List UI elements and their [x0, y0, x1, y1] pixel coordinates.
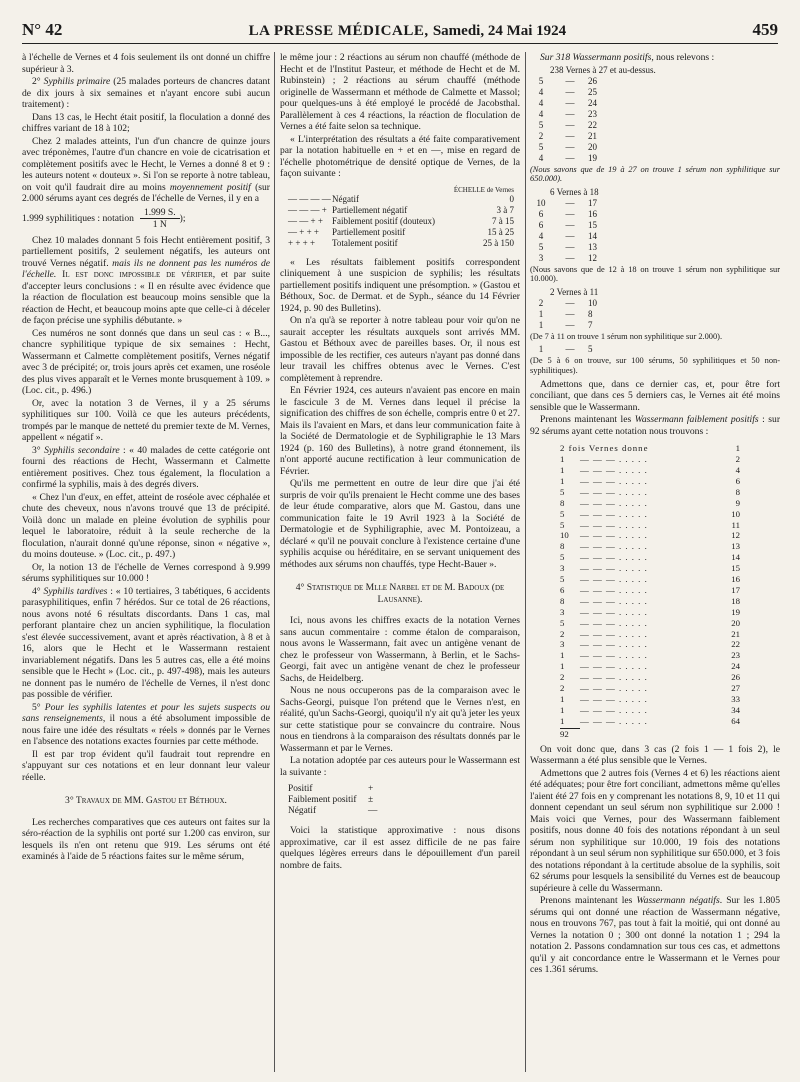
value-cell: 6: [735, 475, 740, 486]
dash-cell: —: [565, 119, 575, 130]
value-cell: 21: [588, 130, 597, 141]
count-cell: 4: [538, 86, 544, 97]
paragraph: Or, avec la notation 3 de Vernes, il y a 25 sérums syphilitiques sur 100. Voilà ce que les auteurs précédents, trompés par le manque de netteté du premier texte de M. Vernes, appellent « négatif ».: [22, 397, 270, 443]
dash-cell: —: [565, 208, 575, 219]
dash-cell: — — — . . . . .: [580, 497, 648, 508]
count-cell: 1: [560, 454, 565, 465]
table-row: [560, 487, 740, 498]
table-row: [560, 639, 740, 650]
dash-cell: — — — . . . . .: [580, 704, 648, 715]
dash-cell: — — — . . . . .: [580, 519, 648, 530]
table-block-4: [530, 344, 780, 355]
table-row: [530, 120, 780, 131]
paragraph: Prenons maintenant les Wassermann faiblement positifs : sur 92 sérums ayant cette notation nous trouvons :: [530, 414, 781, 437]
value-cell: 19: [731, 606, 740, 617]
dash-cell: — — — . . . . .: [580, 617, 648, 628]
count-cell: 1: [560, 661, 565, 672]
scale-row: + + + + Totalement positif 25 à 150: [288, 237, 514, 248]
table-total: 92: [560, 728, 569, 739]
count-cell: 4: [538, 152, 544, 163]
table-row: [560, 454, 740, 465]
value-cell: 13: [731, 541, 740, 552]
count-cell: 5: [560, 552, 565, 563]
count-cell: 1: [560, 464, 565, 475]
dash-cell: — — — . . . . .: [580, 639, 648, 650]
dash-cell: — — — . . . . .: [580, 486, 648, 497]
table-row: [530, 109, 780, 120]
scale-row: — — — — Négatif 0: [288, 193, 514, 204]
value-cell: 14: [588, 230, 597, 241]
count-cell: 1: [538, 308, 544, 319]
legend-row: Faiblement positif ±: [288, 795, 374, 805]
count-cell: 6: [538, 219, 544, 230]
table-block-1: [530, 76, 780, 164]
count-cell: 8: [560, 541, 565, 552]
count-cell: 1: [560, 650, 565, 661]
table-row: [560, 672, 740, 683]
table-row: [530, 253, 780, 264]
dash-cell: — — — . . . . .: [580, 628, 648, 639]
count-cell: 1: [560, 715, 565, 726]
weak-positive-table: [560, 443, 740, 739]
value-cell: 8: [735, 486, 740, 497]
value-cell: 23: [588, 108, 597, 119]
table-row: [530, 153, 780, 164]
count-cell: 5: [560, 486, 565, 497]
value-cell: 7: [588, 319, 593, 330]
table-row: [530, 87, 780, 98]
table-row: [560, 629, 740, 640]
table-row: [530, 98, 780, 109]
column-rule-2: [525, 52, 526, 1072]
table-row: [560, 716, 740, 727]
journal-name: LA PRESSE MÉDICALE,: [248, 23, 429, 39]
count-cell: 10: [560, 530, 569, 541]
value-cell: 19: [588, 152, 597, 163]
count-cell: 8: [560, 595, 565, 606]
count-cell: 10: [536, 197, 546, 208]
value-cell: 27: [731, 683, 740, 694]
paragraph: « Les résultats faiblement positifs correspondent cliniquement à une suspicion de syphilis; les résultats partiellement positifs indiquent une présomption. » (Gastou et Béthoux, Soc. de Dermat. et de Syph., séance du 14 Février 1924, p. 90 des Bulletins).: [280, 256, 520, 314]
paragraph: Ces numéros ne sont donnés que dans un seul cas : « B..., chancre syphilitique typique de six semaines : Hecht, Wassermann et Calmette complètement positifs, Vernes négatif avec 3 de précipité; or, trois jours après cet examen, une roséole des plus vives apparaît et le Vernes monte brusquement à 109. » (Loc. cit., p. 496.): [22, 327, 270, 396]
table-rows: [560, 454, 740, 727]
scale-row: — + + + Partiellement positif 15 à 25: [288, 226, 514, 237]
paragraph: à l'échelle de Vernes et 4 fois seulement ils ont donné un chiffre supérieur à 3.: [22, 52, 270, 75]
page-number: 459: [752, 20, 778, 39]
dash-cell: —: [565, 130, 575, 141]
paragraph: Admettons que, dans ce dernier cas, et, pour être fort conciliant, que dans ces 5 derniers cas, le Vernes ait été moins sensible que le Wassermann.: [530, 378, 780, 413]
table-row: [530, 209, 780, 220]
dash-cell: —: [565, 141, 575, 152]
value-cell: 23: [731, 650, 740, 661]
count-cell: 3: [560, 563, 565, 574]
value-cell: 10: [588, 297, 597, 308]
paragraph: On n'a qu'à se reporter à notre tableau pour voir qu'on ne saurait accepter les résultats auxquels sont arrivés MM. Gastou et Béthoux avec de pareilles bases. Or, il nous est impossible de les rectifier, ces auteurs n'ayant pas donné dans leur travail les chiffres obtenus avec le Vernes. C'est complètement à reprendre.: [280, 315, 520, 384]
dash-cell: — — — . . . . .: [580, 563, 648, 574]
paragraph: Les recherches comparatives que ces auteurs ont faites sur la séro-réaction de la syphilis ont porté sur 1.200 cas environ, sur lesquels ils n'en ont retenu que 919. Les sérums ont été examinés à l'aide de 5 réactions faites sur le même sérum,: [22, 816, 270, 862]
vernes-scale-table: [288, 186, 520, 249]
dash-cell: — — — . . . . .: [580, 661, 648, 672]
paragraph: le même jour : 2 réactions au sérum non chauffé (méthode de Hecht et de l'Institut Pasteur, et méthode de Hecht et de M. Rubinstein) ; 2 réactions au sérum chauffé (méthode originelle de Wassermann et méthode de Calmette et Massol; pour quelques-uns à été employé le procédé de Jacobsthal. Parallèlement à ces 4 réactions, la réaction de floculation de Vernes a été faite selon sa technique.: [280, 52, 520, 132]
paragraph: 5° Pour les syphilis latentes et pour les sujets suspects ou sans renseignements, il nous a été absolument impossible de nous faire une idée des résultats « réels » donnés par le Vernes en l'absence des notations exactes fournies par cette méthode.: [22, 701, 270, 747]
value-cell: 20: [731, 617, 740, 628]
dash-cell: — — — . . . . .: [580, 672, 648, 683]
table-row: [560, 650, 740, 661]
table-block-3: [530, 298, 780, 331]
count-cell: 2: [538, 297, 544, 308]
value-cell: 16: [588, 208, 597, 219]
table-row: [530, 142, 780, 153]
dash-cell: — — — . . . . .: [580, 464, 648, 475]
paragraph: 4° Syphilis tardives : « 10 tertiaires, 3 tabétiques, 6 accidents parasyphilitiques, enfin 7 hérédos. Sur ce total de 26 réactions, nous avons noté 6 résultats discordants. Dans 1 cas, mal perforant plantaire chez un ancien syphilitique, la floculation s'est élevée successivement, avant et après réactivation, à 8 et à 16, alors que le Hecht et le Wassermann restaient invariablement négatifs. Dans les 5 autres cas, elle a été moins sensible que le Hecht » (Loc. cit., p. 497-498), mais les auteurs ne donnent pas le numéro de l'échelle de Vernes, il n'est donc pas possible de vérifier.: [22, 585, 270, 700]
count-cell: 6: [538, 208, 544, 219]
value-cell: 4: [735, 464, 740, 475]
dash-cell: —: [565, 241, 575, 252]
table-row: [560, 520, 740, 531]
count-cell: 5: [538, 119, 544, 130]
table-row: [560, 574, 740, 585]
scale-header: ÉCHELLE de Vernes: [453, 185, 514, 194]
paragraph: Chez 2 malades atteints, l'un d'un chancre de quinze jours avec tréponèmes, l'autre d'un chancre en voie de cicatrisation et complètement positifs avec le Hecht, le Vernes a donné 8 et 9 : les auteurs notent « douteux ». Si l'on se reporte à notre tableau, on voit qu'il faudrait dire au moins moyennement positif (sur 2.000 sérums ayant ces degrés de l'échelle de Vernes, il y en a: [22, 135, 270, 204]
value-cell: 24: [588, 97, 597, 108]
table-row: [530, 220, 780, 231]
dash-cell: —: [565, 108, 575, 119]
value-cell: 11: [731, 519, 740, 530]
dash-cell: — — — . . . . .: [580, 595, 648, 606]
table-row: [530, 231, 780, 242]
dash-cell: —: [565, 197, 575, 208]
paragraph: « Chez l'un d'eux, en effet, atteint de roséole avec céphalée et chute des cheveux, nous n'avons trouvé que 13 de précipité. Voilà donc un malade en pleine évolution de syphilis pour lequel le laboratoire, réduit à la seule recherche de la floculation, n'aurait donné qu'une réponse, sinon « négative », du moins douteuse. » (Loc. cit., p. 497.): [22, 491, 270, 560]
table-row: [560, 618, 740, 629]
journal-title: [249, 23, 567, 40]
positive-wassermann-table: [530, 65, 780, 376]
value-cell: 16: [731, 574, 740, 585]
column-rule-1: [274, 52, 275, 1072]
paragraph: Dans 13 cas, le Hecht était positif, la floculation a donné des chiffres variant de 18 à 102;: [22, 111, 270, 134]
paragraph: On voit donc que, dans 3 cas (2 fois 1 — 1 fois 2), le Wassermann a été plus sensible que le Vernes.: [530, 743, 780, 767]
dash-cell: —: [565, 344, 575, 355]
value-cell: 17: [588, 197, 597, 208]
dash-cell: —: [565, 86, 575, 97]
value-cell: 15: [588, 219, 597, 230]
table-row: [560, 552, 740, 563]
table-row: [560, 530, 740, 541]
count-cell: 2: [560, 683, 565, 694]
paragraph: Voici la statistique approximative : nous disons approximative, car il est assez difficile de ne pas faire quelques légères erreurs dans le dépouillement d'un pareil nombre de faits.: [280, 825, 520, 871]
value-cell: 12: [588, 252, 597, 263]
dash-cell: — — — . . . . .: [580, 715, 648, 726]
value-cell: 21: [731, 628, 740, 639]
dash-cell: —: [565, 308, 575, 319]
value-cell: 24: [731, 661, 740, 672]
paragraph: 2° Syphilis primaire (25 malades porteurs de chancres datant de dix jours à six semaines et n'ayant encore subi aucun traitement) :: [22, 76, 270, 110]
paragraph: Qu'ils me permettent en outre de leur dire que j'ai été surpris de voir qu'ils prenaient le Hecht comme une des bases de leur étude comparative, alors que M. Gastou, dans une communication faite le 19 Avril 1923 à la Société de Dermatologie et de Syphiligraphie, avec M. Pontoizeau, a déclaré « qu'il ne pouvait conclure à l'existence certaine d'une syphilis acquise ou héréditaire, en se servant uniquement des méthodes aux sérums non chauffés, type Hecht-Bauer ».: [280, 478, 520, 570]
paragraph: Ici, nous avons les chiffres exacts de la notation Vernes sans aucun commentaire : comme étalon de comparaison, nous avons le Wassermann, fait avec un antigène venant de chez le professeur von Wassermann, à Berlin, et le Sachs-Georgi, fait avec un antigène venant de chez le professeur Sachs, de Heidelberg.: [280, 615, 520, 684]
value-cell: 13: [588, 241, 597, 252]
value-cell: 9: [735, 497, 740, 508]
dash-cell: —: [565, 252, 575, 263]
wassermann-notation-legend: [288, 784, 520, 817]
paragraph: En Février 1924, ces auteurs n'avaient pas encore en main le fascicule 3 de M. Vernes dans lequel il précise la signification des chiffres de son échelle, compris entre 0 et 27. Mais ils l'avaient en Mars, et dans leur communication faite à la Société de Dermatologie et de Syphiligraphie le 13 Mars 1924 (p. 160 des Bulletins), à notre grand étonnement, ils n'ont apporté aucune rectification à leur communication de Février.: [280, 385, 520, 477]
count-cell: 5: [560, 574, 565, 585]
table-row: [560, 705, 740, 716]
table-row: [530, 76, 780, 87]
value-cell: 64: [731, 715, 740, 726]
count-cell: 2: [560, 672, 565, 683]
value-cell: 34: [731, 704, 740, 715]
count-cell: 8: [560, 497, 565, 508]
table-row: [560, 498, 740, 509]
paragraph: Nous ne nous occuperons pas de la comparaison avec le Sachs-Georgi, puisque l'on prétend que le Vernes n'est, en réalité, qu'un Sachs-Georgi, quoiqu'il n'y ait qu'à jeter les yeux sur cette statistique pour se convaincre du contraire. Nous nous en tiendrons à la comparaison des résultats donnés par le Wassermann et par le Vernes.: [280, 685, 520, 754]
page-header: [22, 6, 778, 44]
count-cell: 3: [560, 606, 565, 617]
table-head: 6 Vernes à 18: [550, 186, 599, 197]
value-cell: 8: [588, 308, 593, 319]
dash-cell: — — — . . . . .: [580, 694, 648, 704]
dash-cell: — — — . . . . .: [580, 606, 648, 617]
count-cell: 5: [538, 241, 544, 252]
table-row: [560, 607, 740, 618]
count-cell: 5: [560, 508, 565, 519]
column-3: [530, 52, 780, 977]
value-cell: 20: [588, 141, 597, 152]
count-cell: 3: [538, 252, 544, 263]
dash-cell: —: [565, 219, 575, 230]
table-row: [530, 344, 780, 355]
dash-cell: —: [565, 97, 575, 108]
table-note: (De 5 à 6 on trouve, sur 100 sérums, 50 syphilitiques et 50 non-syphilitiques).: [530, 356, 780, 376]
table-row: [530, 320, 780, 331]
paragraph: Sur 318 Wassermann positifs, nous relevons :: [540, 52, 715, 63]
count-cell: 1: [560, 475, 565, 486]
legend-row: Négatif —: [288, 806, 378, 816]
table-row: [560, 661, 740, 672]
count-cell: 1: [560, 694, 565, 704]
table-row: [530, 298, 780, 309]
dash-cell: — — — . . . . .: [580, 574, 648, 585]
count-cell: 4: [538, 97, 544, 108]
issue-number: N° 42: [22, 20, 63, 39]
paragraph: Il est par trop évident qu'il faudrait tout reprendre en s'appuyant sur ces notations et en leur donnant leur valeur réelle.: [22, 748, 270, 783]
table-row: [560, 596, 740, 607]
count-cell: 5: [560, 519, 565, 530]
value-cell: 33: [731, 694, 740, 704]
table-row: [560, 465, 740, 476]
count-cell: 1: [560, 704, 565, 715]
dash-cell: — — — . . . . .: [580, 508, 648, 519]
table-row: [560, 476, 740, 487]
table-row: [560, 694, 740, 705]
table-note: (De 7 à 11 on trouve 1 sérum non syphilitique sur 2.000).: [530, 331, 723, 341]
value-cell: 15: [731, 563, 740, 574]
table-row: [560, 585, 740, 596]
dash-cell: —: [565, 297, 575, 308]
table-row: 2 fois Vernes donne 1: [560, 443, 740, 454]
paragraph: « L'interprétation des résultats a été faite comparativement par la notation habituelle en + et en —, mise en regard de l'échelle photométrique de densité optique de Vernes, de la façon suivante :: [280, 133, 520, 179]
issue-date: Samedi, 24 Mai 1924: [432, 23, 567, 39]
paragraph: Admettons que 2 autres fois (Vernes 4 et 6) les réactions aient été adéquates; pour être fort conciliant, admettons même qu'elles l'aient été 27 fois en y comprenant les notations 8, 9, 10 et 11 qui donnent cependant un seul sérum non syphilitique sur 2.000 ! Mais voici que Vernes, pour des Wassermann faiblement positifs, nous donne 40 fois des notations répondant à un seul sérum non syphilitique sur 10.000, 19 fois des notations répondant à un seul sérum non syphilitique sur 650.000, et 3 fois des notations répondant à la certitude absolue de la syphilis, soit 62 sérums pour lesquels la sensibilité du Vernes est de beaucoup supérieure à celle du Wassermann.: [530, 767, 780, 894]
dash-cell: — — — . . . . .: [580, 541, 648, 552]
paragraph: Chez 10 malades donnant 5 fois Hecht entièrement positif, 3 partiellement positifs, 2 seulement négatifs, les auteurs ont trouvé Vernes négatif. mais ils ne donnent pas les numéros de l'échelle. Il est donc impossible de vérifier, et par suite d'accepter leurs conclusions : « Il en résulte avec évidence que la réaction de floculation est beaucoup moins sensible que la réaction de Hecht, et beaucoup moins apte que celle-ci à déceler de façon précise une syphilis débutante. »: [22, 234, 270, 326]
column-2: [280, 52, 520, 872]
dash-cell: —: [565, 152, 575, 163]
table-row: [560, 509, 740, 520]
dash-cell: — — — . . . . .: [580, 650, 648, 661]
dash-cell: — — — . . . . .: [580, 530, 648, 541]
value-cell: 2: [735, 454, 740, 465]
paragraph: Or, la notion 13 de l'échelle de Vernes correspond à 9.999 sérums syphilitiques sur 10.000 !: [22, 561, 270, 584]
dash-cell: —: [565, 75, 575, 86]
table-block-2: [530, 198, 780, 264]
count-cell: 5: [560, 617, 565, 628]
dash-cell: — — — . . . . .: [580, 552, 648, 563]
paragraph: 3° Syphilis secondaire : « 40 malades de cette catégorie ont fourni des réactions de Hecht, Wassermann et Calmette entièrement positives. Chez tous également, la floculation a confirmé la syphilis, mais à des degrés divers.: [22, 444, 271, 490]
table-row: [530, 242, 780, 253]
value-cell: 22: [588, 119, 597, 130]
paragraph: La notation adoptée par ces auteurs pour le Wassermann est la suivante :: [280, 755, 520, 778]
value-cell: 22: [731, 639, 740, 650]
table-row: [560, 683, 740, 694]
scale-row: — — — + Partiellement négatif 3 à 7: [288, 204, 514, 215]
table-head: 238 Vernes à 27 et au-dessus.: [550, 64, 656, 75]
table-row: [530, 309, 780, 320]
paragraph: Prenons maintenant les Wassermann négatifs. Sur les 1.805 sérums qui ont donné une réaction de Wassermann négative, nous en trouvons 767, pas tout à fait la moitié, qui ont donné au Vernes la notation 0 ; 300 ont donné la notation 1 ; 294 la notation 2. Passons condamnation sur tous ces cas, et admettons qu'il y ait concordance entre le Wassermann et le Vernes pour ces 1.361 sérums.: [530, 895, 780, 976]
dash-cell: — — — . . . . .: [580, 454, 648, 465]
count-cell: 4: [538, 230, 544, 241]
table-row: [560, 541, 740, 552]
count-cell: 5: [538, 75, 544, 86]
value-cell: 26: [731, 672, 740, 683]
section-heading: 3° Travaux de MM. Gastou et Béthoux.: [65, 795, 227, 806]
dash-cell: — — — . . . . .: [580, 683, 648, 694]
table-head: 2 Vernes à 11: [550, 286, 599, 297]
value-cell: 25: [588, 86, 597, 97]
count-cell: 2: [538, 130, 544, 141]
dash-cell: —: [565, 230, 575, 241]
table-row: [530, 131, 780, 142]
scale-row: — — + + Faiblement positif (douteux) 7 à 15: [288, 215, 514, 226]
value-cell: 10: [731, 508, 740, 519]
value-cell: 12: [731, 530, 740, 541]
value-cell: 14: [731, 552, 740, 563]
count-cell: 6: [560, 584, 565, 595]
table-row: [530, 198, 780, 209]
value-cell: 18: [731, 595, 740, 606]
value-cell: 5: [588, 344, 593, 355]
count-cell: 5: [538, 141, 544, 152]
table-note: (Nous savons que de 19 à 27 on trouve 1 sérum non syphilitique sur 650.000).: [530, 164, 780, 184]
column-1: [22, 52, 270, 864]
table-note: (Nous savons que de 12 à 18 on trouve 1 sérum non syphilitique sur 10.000).: [530, 264, 780, 284]
value-cell: 26: [588, 75, 597, 86]
dash-cell: — — — . . . . .: [580, 584, 648, 595]
table-row: [560, 563, 740, 574]
notation-formula: 1.999 syphilitiques : notation $\frac{1.999 S.}{1 N}$ );: [22, 206, 186, 230]
section-heading: 4° Statistique de Mlle Narbel et de M. Badoux (de Lausanne).: [295, 582, 505, 605]
count-cell: 1: [538, 344, 544, 355]
legend-row: Positif +: [288, 784, 374, 794]
count-cell: 3: [560, 639, 565, 650]
count-cell: 2: [560, 628, 565, 639]
dash-cell: — — — . . . . .: [580, 475, 648, 486]
dash-cell: —: [565, 319, 575, 330]
value-cell: 17: [731, 584, 740, 595]
count-cell: 4: [538, 108, 544, 119]
count-cell: 1: [538, 319, 544, 330]
